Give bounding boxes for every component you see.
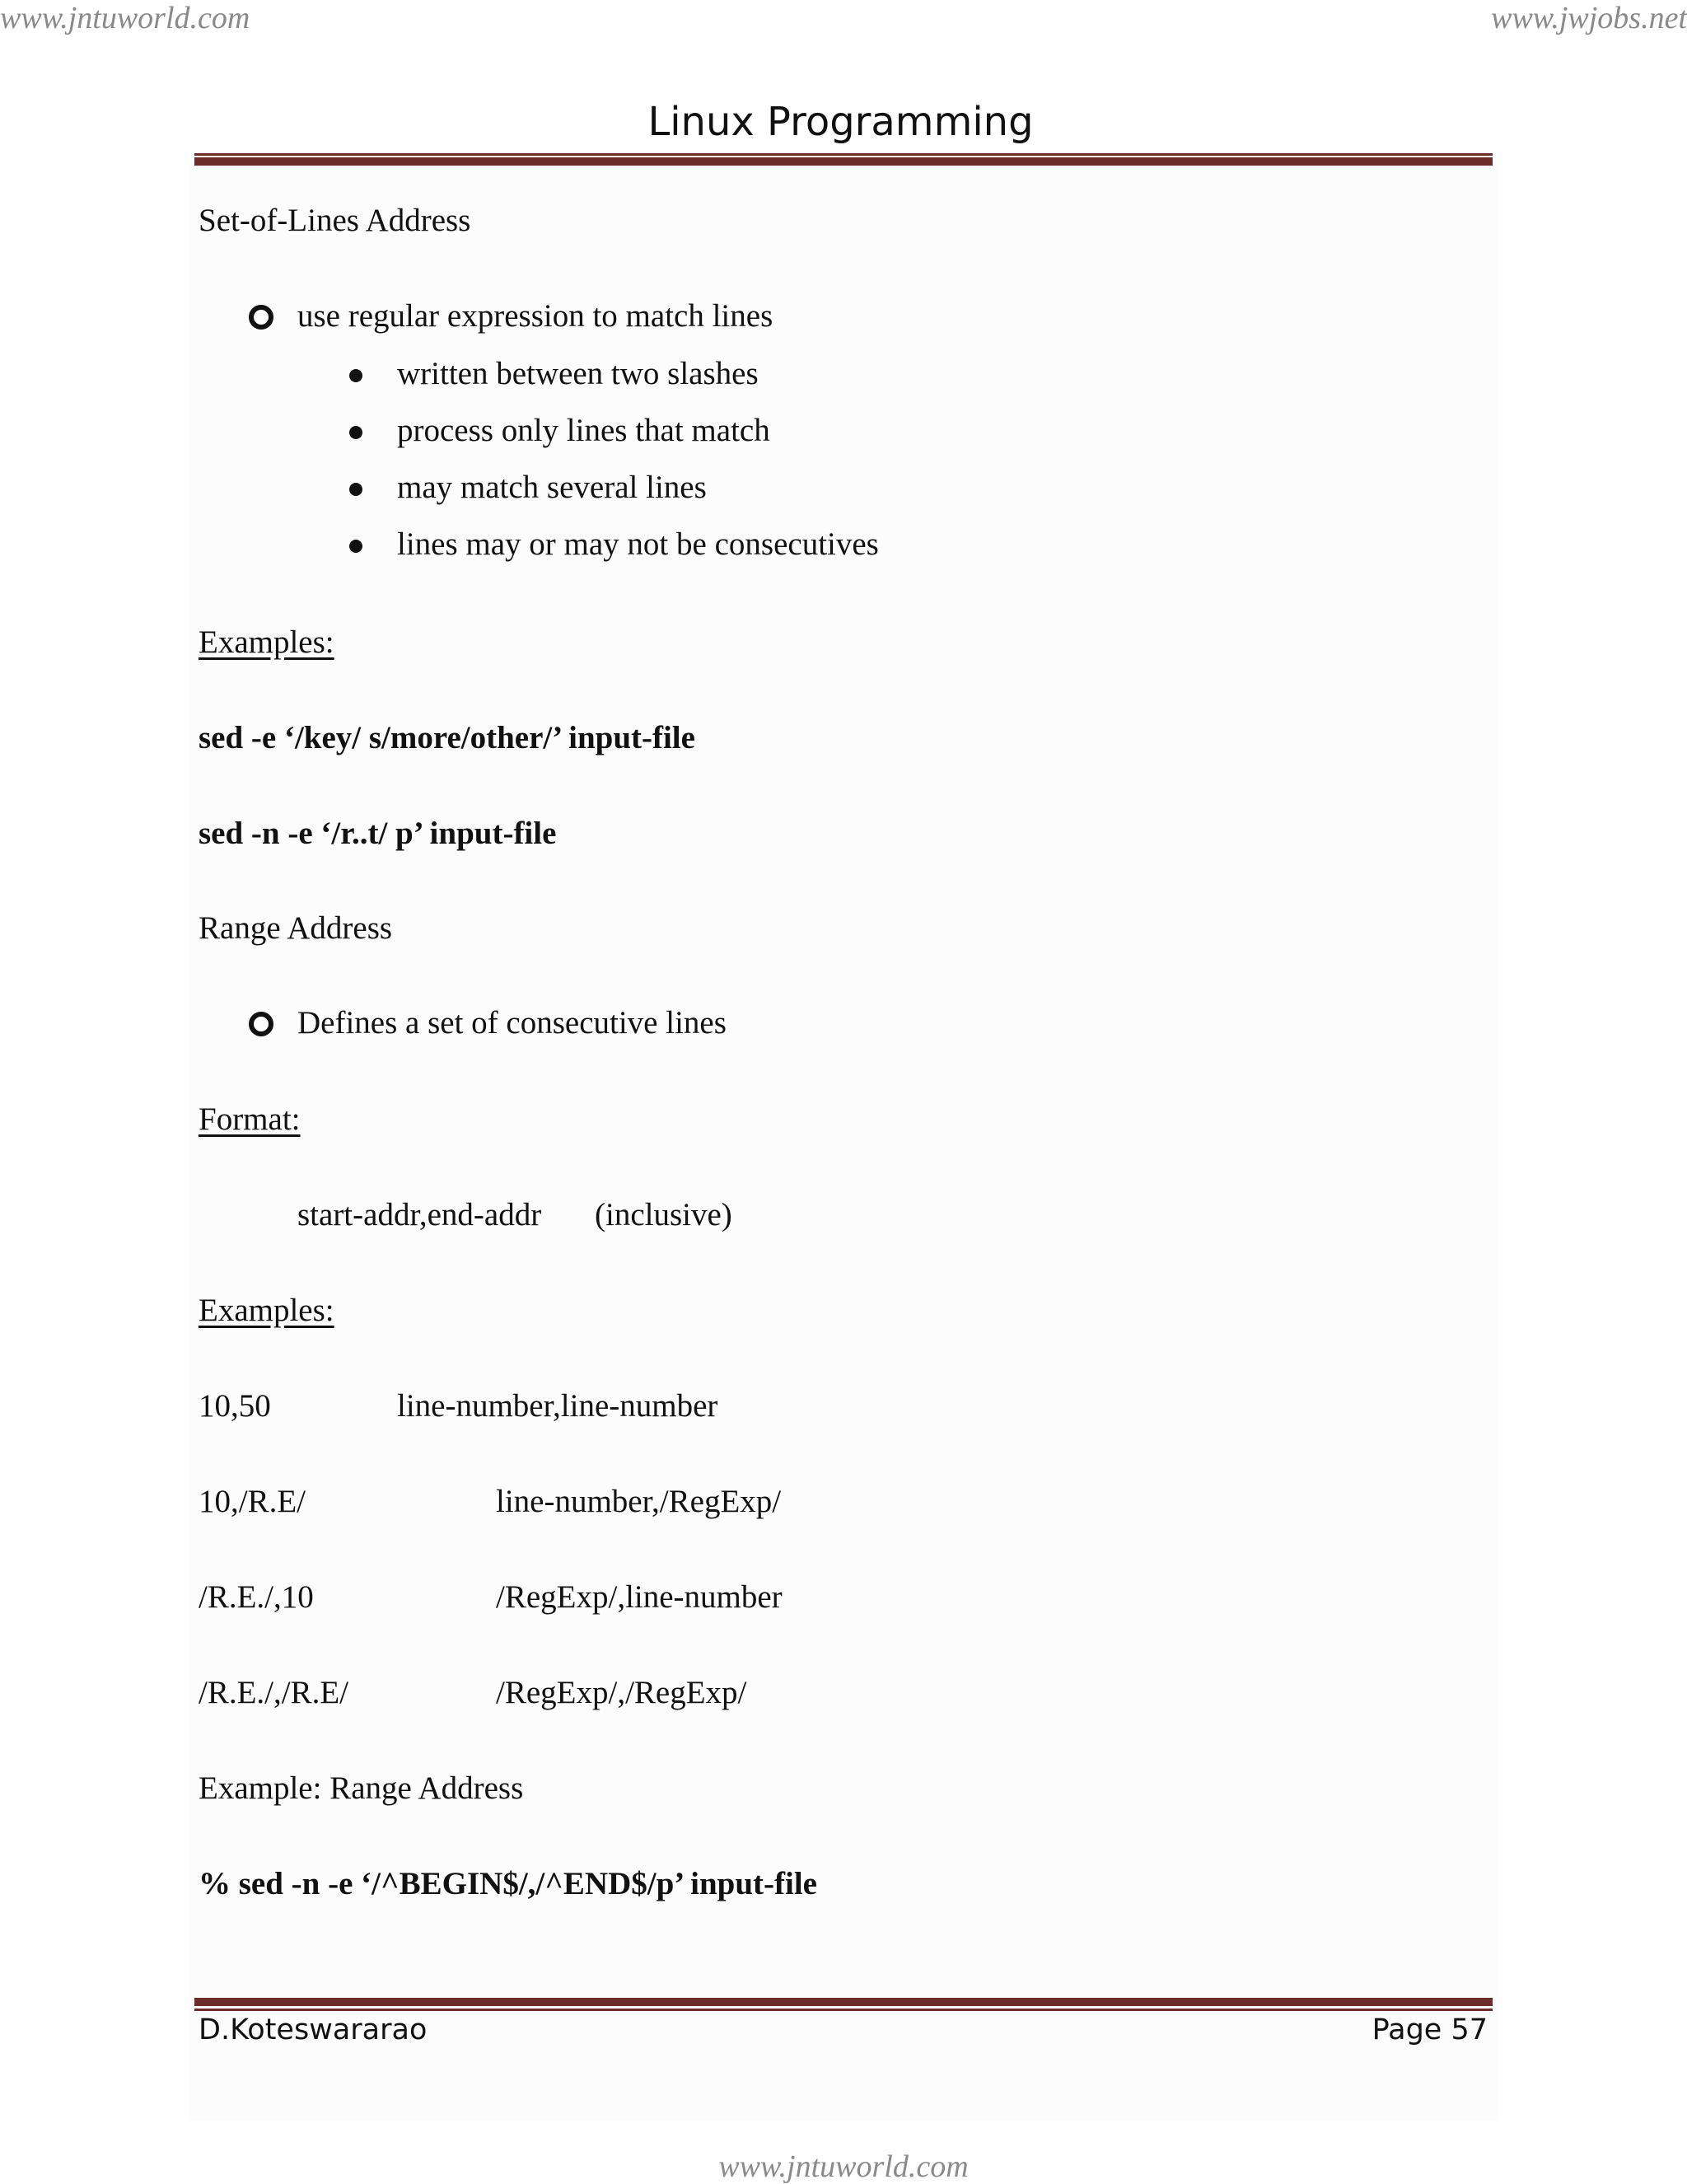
section-heading-range: Range Address	[199, 910, 393, 946]
footer-page-number: Page 57	[1372, 2013, 1488, 2046]
range-example-description: /RegExp/,line-number	[496, 1579, 783, 1615]
format-note: (inclusive)	[595, 1197, 732, 1232]
footer-rule-thin	[194, 2009, 1493, 2011]
command-example: sed -e ‘/key/ s/more/other/’ input-file	[199, 720, 695, 755]
header-rule-thin	[194, 153, 1493, 156]
format-label: Format:	[199, 1101, 301, 1137]
range-example-address: /R.E./,/R.E/	[199, 1675, 349, 1710]
command-example: sed -n -e ‘/r..t/ p’ input-file	[199, 816, 557, 851]
header-rule-thick	[194, 157, 1493, 166]
range-example-address: 10,/R.E/	[199, 1484, 306, 1519]
range-example-address: /R.E./,10	[199, 1579, 314, 1615]
watermark-top-right[interactable]: www.jwjobs.net	[1491, 1, 1687, 35]
range-example-description: line-number,line-number	[397, 1388, 718, 1424]
examples-label: Examples:	[199, 624, 334, 660]
sub-bullet-item: may match several lines	[397, 470, 707, 505]
footer-rule-thick	[194, 1998, 1493, 2006]
watermark-top-left[interactable]: www.jntuworld.com	[0, 1, 250, 35]
range-example-description: line-number,/RegExp/	[496, 1484, 782, 1519]
disc-bullet-icon	[349, 540, 362, 553]
sub-bullet-item: written between two slashes	[397, 356, 759, 391]
page-header-title: Linux Programming	[647, 99, 1034, 145]
circle-bullet-icon	[249, 305, 273, 330]
example-heading: Example: Range Address	[199, 1770, 524, 1806]
bullet-item: Defines a set of consecutive lines	[297, 1005, 727, 1041]
watermark-bottom[interactable]: www.jntuworld.com	[718, 2149, 969, 2184]
disc-bullet-icon	[349, 483, 362, 496]
sub-bullet-item: process only lines that match	[397, 413, 770, 448]
disc-bullet-icon	[349, 369, 362, 382]
range-example-description: /RegExp/,/RegExp/	[496, 1675, 747, 1710]
footer-author: D.Koteswararao	[199, 2013, 428, 2046]
circle-bullet-icon	[249, 1012, 273, 1036]
disc-bullet-icon	[349, 426, 362, 439]
bullet-item: use regular expression to match lines	[297, 298, 773, 334]
range-example-address: 10,50	[199, 1388, 271, 1424]
page-background	[189, 161, 1498, 2121]
examples-label: Examples:	[199, 1293, 334, 1328]
format-syntax: start-addr,end-addr	[297, 1197, 542, 1232]
command-example: % sed -n -e ‘/^BEGIN$/,/^END$/p’ input-file	[199, 1866, 817, 1901]
sub-bullet-item: lines may or may not be consecutives	[397, 526, 879, 562]
section-heading-set-of-lines: Set-of-Lines Address	[199, 203, 471, 238]
